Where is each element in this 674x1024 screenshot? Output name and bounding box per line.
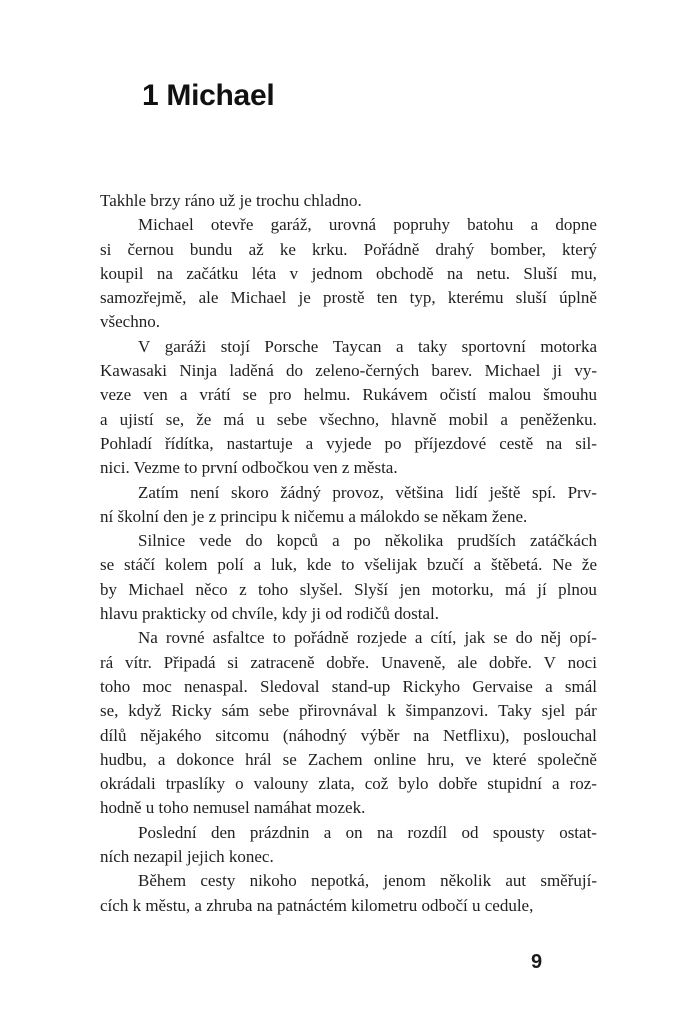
text-line: Silnice vede do kopců a po několika prudších zatáčkách — [138, 531, 597, 551]
text-line: samozřejmě, ale Michael je prostě ten typ, kterému sluší úplně — [100, 288, 597, 308]
text-line: hudbu, a dokonce hrál se Zachem online hru, ve které společně — [100, 749, 597, 769]
text-line: hodně u toho nemusel namáhat mozek. — [100, 798, 366, 818]
text-line: Takhle brzy ráno už je trochu chladno. — [100, 191, 362, 210]
text-line: rá vítr. Připadá si zatraceně dobře. Unaveně, ale dobře. V noci — [100, 652, 597, 672]
text-line: hlavu prakticky od chvíle, kdy ji od rodičů dostal. — [100, 604, 439, 624]
paragraph — [100, 821, 597, 870]
chapter-title: 1 Michael — [142, 79, 275, 112]
text-line: toho moc nenaspal. Sledoval stand-up Rickyho Gervaise a smál — [100, 676, 597, 696]
paragraph — [100, 529, 597, 626]
text-line: veze ven a vrátí se pro helmu. Rukávem očistí malou šmouhu — [100, 385, 597, 405]
paragraph — [100, 481, 597, 530]
text-block — [100, 189, 597, 918]
text-line: nici. Vezme to první odbočkou ven z města. — [100, 458, 398, 478]
text-line: Na rovné asfaltce to pořádně rozjede a cítí, jak se do něj opí- — [138, 628, 597, 648]
text-line: všechno. — [100, 312, 160, 332]
text-line: by Michael něco z toho slyšel. Slyší jen motorku, má jí plnou — [100, 579, 597, 599]
paragraph — [100, 189, 597, 213]
text-line: ních nezapil jejich konec. — [100, 847, 274, 867]
text-line: okrádali trpaslíky o valouny zlata, což bylo dobře stupidní a roz- — [100, 774, 597, 794]
text-line: si černou bundu až ke krku. Pořádně drahý bomber, který — [100, 239, 597, 259]
text-line: Pohladí řídítka, nastartuje a vyjede po příjezdové cestě na sil- — [100, 433, 597, 453]
text-line: a ujistí se, že má u sebe všechno, hlavně mobil a peněženku. — [100, 409, 597, 429]
text-line: Kawasaki Ninja laděná do zeleno-černých barev. Michael ji vy- — [100, 361, 597, 381]
text-line: koupil na začátku léta v jednom obchodě na netu. Sluší mu, — [100, 263, 597, 283]
page-number: 9 — [531, 951, 543, 973]
paragraph — [100, 335, 597, 481]
paragraph — [100, 869, 597, 918]
text-line: Během cesty nikoho nepotká, jenom několik aut směřují- — [138, 871, 597, 891]
paragraph — [100, 626, 597, 820]
text-line: se stáčí kolem polí a luk, kde to všelijak bzučí a štěbetá. Ne že — [100, 555, 597, 575]
text-line: cích k městu, a zhruba na patnáctém kilometru odbočí u cedule, — [100, 895, 534, 915]
text-line: se, když Ricky sám sebe přirovnával k šimpanzovi. Taky sjel pár — [100, 701, 597, 721]
text-line: V garáži stojí Porsche Taycan a taky sportovní motorka — [138, 336, 597, 356]
text-line: Michael otevře garáž, urovná popruhy batohu a dopne — [138, 215, 597, 235]
paragraph — [100, 213, 597, 334]
text-line: ní školní den je z principu k ničemu a málokdo se někam žene. — [100, 506, 528, 526]
text-line: dílů nějakého sitcomu (náhodný výběr na Netflixu), poslouchal — [100, 725, 597, 745]
text-line: Poslední den prázdnin a on na rozdíl od spousty ostat- — [138, 822, 597, 842]
text-line: Zatím není skoro žádný provoz, většina lidí ještě spí. Prv- — [138, 482, 597, 502]
